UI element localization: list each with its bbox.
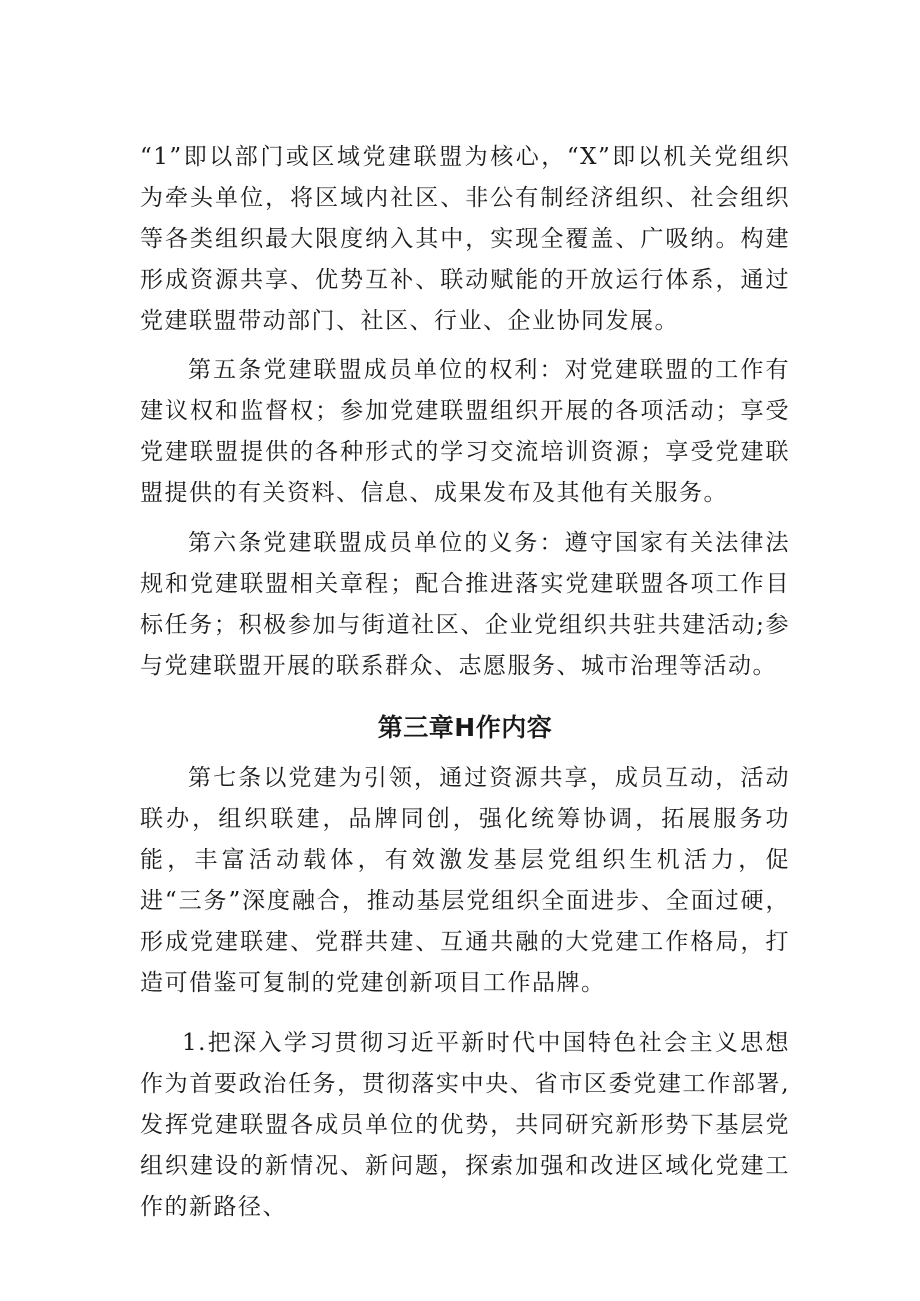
article-5-paragraph: 第五条党建联盟成员单位的权利：对党建联盟的工作有建议权和监督权；参加党建联盟组织开展的各项活动；享受党建联盟提供的各种形式的学习交流培训资源；享受党建联盟提供的有关资料、信息、成果发布及其他有关服务。 (140, 357, 790, 506)
article-7-paragraph: 第七条以党建为引领，通过资源共享，成员互动，活动联办，组织联建，品牌同创，强化统筹协调，拓展服务功能，丰富活动载体，有效激发基层党组织生机活力，促进“三务”深度融合，推动基层党组织全面进步、全面过硬，形成党建联建、党群共建、互通共融的大党建工作格局，打造可借鉴可复制的党建创新项目工作品牌。 (140, 765, 790, 996)
list-item-1: 1.把深入学习贯彻习近平新时代中国特色社会主义思想作为首要政治任务，贯彻落实中央、省市区委党建工作部署,发挥党建联盟各成员单位的优势，共同研究新形势下基层党组织建设的新情况、新问题，探索加强和改进区域化党建工作的新路径、 (140, 1030, 790, 1220)
chapter-heading: 第三章H作内容 (377, 712, 553, 742)
paragraph-continued: “1”即以部门或区域党建联盟为核心，“X”即以机关党组织为牵头单位，将区域内社区、非公有制经济组织、社会组织等各类组织最大限度纳入其中，实现全覆盖、广吸纳。构建形成资源共享、优势互补、联动赋能的开放运行体系，通过党建联盟带动部门、社区、行业、企业协同发展。 (140, 144, 790, 334)
article-6-paragraph: 第六条党建联盟成员单位的义务：遵守国家有关法律法规和党建联盟相关章程；配合推进落实党建联盟各项工作目标任务；积极参加与街道社区、企业党组织共驻共建活动;参与党建联盟开展的联系群众、志愿服务、城市治理等活动。 (140, 530, 790, 679)
